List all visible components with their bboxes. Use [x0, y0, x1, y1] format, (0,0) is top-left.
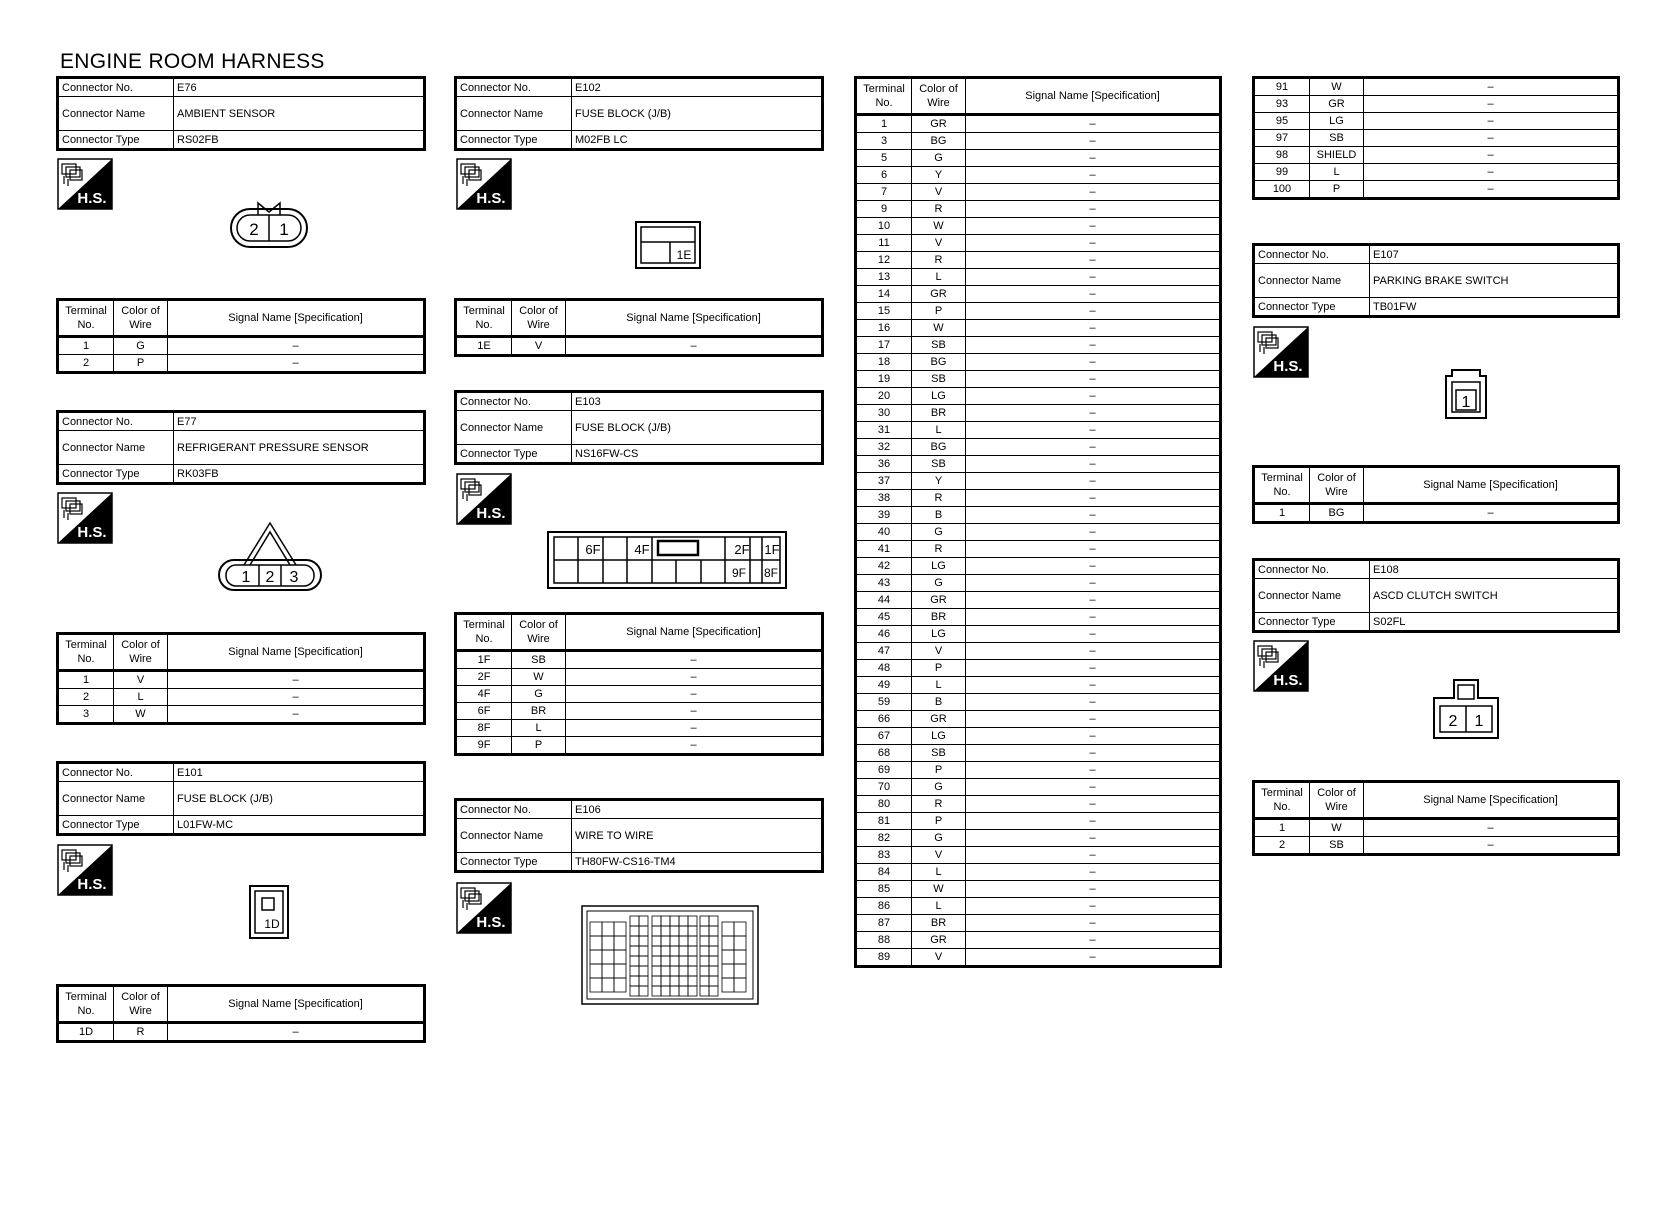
connector-no-value: E108: [1370, 560, 1619, 579]
table-row: 86 L –: [856, 898, 1221, 915]
table-row: 2F W –: [456, 669, 823, 686]
table-row: 1 BG –: [1254, 504, 1619, 523]
table-row: 10 W –: [856, 218, 1221, 235]
connector-type-label: Connector Type: [456, 131, 572, 150]
table-row: 48 P –: [856, 660, 1221, 677]
table-row: 47 V –: [856, 643, 1221, 660]
table-row: 1 G –: [58, 337, 425, 355]
terminal-no-header: Terminal No.: [1254, 782, 1310, 819]
connector-name-value: PARKING BRAKE SWITCH: [1370, 264, 1619, 298]
hs-badge-label: H.S.: [77, 876, 107, 893]
connector-no-label: Connector No.: [1254, 245, 1370, 264]
table-row: 3 BG –: [856, 133, 1221, 150]
table-row: 2 L –: [58, 689, 425, 706]
table-row: 15 P –: [856, 303, 1221, 320]
color-header: Color of Wire: [912, 78, 966, 115]
connector-info-e107: [1252, 243, 1620, 318]
terminal-no-header: Terminal No.: [58, 300, 114, 337]
table-row: 97 SB –: [1254, 130, 1619, 147]
table-row: 17 SB –: [856, 337, 1221, 354]
connector-no-value: E76: [174, 78, 425, 97]
color-header: Color of Wire: [114, 634, 168, 671]
table-row: 91 W –: [1254, 78, 1619, 96]
table-row: 95 LG –: [1254, 113, 1619, 130]
connector-type-value: TH80FW-CS16-TM4: [572, 853, 823, 872]
hs-badge: [456, 882, 512, 934]
terminal-table-e106-cont: [1252, 76, 1620, 200]
table-row: 1 V –: [58, 671, 425, 689]
connector-info-e106: [454, 798, 824, 873]
table-row: 70 G –: [856, 779, 1221, 796]
connector-no-label: Connector No.: [456, 78, 572, 97]
connector-type-label: Connector Type: [58, 465, 174, 484]
table-row: 49 L –: [856, 677, 1221, 694]
table-row: 31 L –: [856, 422, 1221, 439]
table-row: 6 Y –: [856, 167, 1221, 184]
signal-header: Signal Name [Specification]: [566, 300, 823, 337]
hs-badge-label: H.S.: [476, 505, 506, 522]
color-header: Color of Wire: [512, 300, 566, 337]
terminal-no-header: Terminal No.: [58, 986, 114, 1023]
table-row: 67 LG –: [856, 728, 1221, 745]
connector-no-value: E77: [174, 412, 425, 431]
table-row: 42 LG –: [856, 558, 1221, 575]
connector-type-value: S02FL: [1370, 613, 1619, 632]
table-row: 2 P –: [58, 355, 425, 373]
connector-diagram-e106: [580, 900, 760, 1010]
table-row: 81 P –: [856, 813, 1221, 830]
table-row: 13 L –: [856, 269, 1221, 286]
terminal-no-header: Terminal No.: [1254, 467, 1310, 504]
connector-name-value: FUSE BLOCK (J/B): [174, 782, 425, 816]
connector-no-label: Connector No.: [456, 800, 572, 819]
terminal-table-e106: [854, 76, 1222, 968]
page-title: ENGINE ROOM HARNESS: [60, 50, 325, 73]
table-row: 37 Y –: [856, 473, 1221, 490]
table-row: 1D R –: [58, 1023, 425, 1042]
connector-name-label: Connector Name: [58, 431, 174, 465]
hs-badge-label: H.S.: [77, 190, 107, 207]
table-row: 8F L –: [456, 720, 823, 737]
table-row: 87 BR –: [856, 915, 1221, 932]
connector-name-value: FUSE BLOCK (J/B): [572, 411, 823, 445]
connector-no-label: Connector No.: [58, 763, 174, 782]
connector-info-e77: [56, 410, 426, 485]
terminal-table-e76: [56, 298, 426, 374]
table-row: 84 L –: [856, 864, 1221, 881]
hs-badge: [57, 492, 113, 544]
connector-name-label: Connector Name: [456, 819, 572, 853]
connector-type-value: M02FB LC: [572, 131, 823, 150]
connector-name-label: Connector Name: [456, 411, 572, 445]
pin-label: 6F: [585, 542, 601, 557]
connector-name-label: Connector Name: [58, 782, 174, 816]
table-row: 85 W –: [856, 881, 1221, 898]
table-row: 98 SHIELD –: [1254, 147, 1619, 164]
connector-name-label: Connector Name: [1254, 264, 1370, 298]
connector-type-label: Connector Type: [1254, 298, 1370, 317]
connector-info-e108: [1252, 558, 1620, 633]
hs-badge: [57, 158, 113, 210]
table-row: 9 R –: [856, 201, 1221, 218]
connector-diagram-e77: [216, 520, 324, 592]
terminal-no-header: Terminal No.: [856, 78, 912, 115]
pin-label: 1D: [264, 917, 280, 931]
table-row: 82 G –: [856, 830, 1221, 847]
pin-label: 2F: [734, 542, 750, 557]
terminal-no-header: Terminal No.: [58, 634, 114, 671]
connector-name-value: REFRIGERANT PRESSURE SENSOR: [174, 431, 425, 465]
connector-info-e101: [56, 761, 426, 836]
table-row: 32 BG –: [856, 439, 1221, 456]
table-row: 99 L –: [1254, 164, 1619, 181]
table-row: 93 GR –: [1254, 96, 1619, 113]
table-row: 18 BG –: [856, 354, 1221, 371]
table-row: 89 V –: [856, 949, 1221, 967]
terminal-table-e103: [454, 612, 824, 756]
pin-label: 2: [249, 220, 259, 239]
pin-label: 3: [289, 569, 299, 586]
pin-label: 8F: [763, 566, 779, 580]
table-row: 44 GR –: [856, 592, 1221, 609]
table-row: 43 G –: [856, 575, 1221, 592]
hs-badge-label: H.S.: [1273, 358, 1303, 375]
table-row: 45 BR –: [856, 609, 1221, 626]
connector-name-value: WIRE TO WIRE: [572, 819, 823, 853]
connector-no-label: Connector No.: [58, 412, 174, 431]
connector-type-label: Connector Type: [58, 131, 174, 150]
table-row: 36 SB –: [856, 456, 1221, 473]
terminal-table-e102: [454, 298, 824, 357]
pin-label: 1: [1461, 394, 1471, 411]
signal-header: Signal Name [Specification]: [966, 78, 1221, 115]
color-header: Color of Wire: [1310, 782, 1364, 819]
connector-name-label: Connector Name: [1254, 579, 1370, 613]
pin-label: 2: [1448, 713, 1458, 730]
table-row: 40 G –: [856, 524, 1221, 541]
table-row: 38 R –: [856, 490, 1221, 507]
hs-badge-label: H.S.: [476, 190, 506, 207]
connector-type-value: RK03FB: [174, 465, 425, 484]
table-row: 39 B –: [856, 507, 1221, 524]
connector-type-value: NS16FW-CS: [572, 445, 823, 464]
table-row: 80 R –: [856, 796, 1221, 813]
connector-no-value: E101: [174, 763, 425, 782]
connector-info-e103: [454, 390, 824, 465]
connector-no-label: Connector No.: [456, 392, 572, 411]
pin-label: 9F: [731, 566, 747, 580]
terminal-table-e101: [56, 984, 426, 1043]
table-row: 16 W –: [856, 320, 1221, 337]
signal-header: Signal Name [Specification]: [1364, 782, 1619, 819]
table-row: 7 V –: [856, 184, 1221, 201]
table-row: 1 GR –: [856, 115, 1221, 133]
signal-header: Signal Name [Specification]: [168, 300, 425, 337]
pin-label: 1F: [764, 542, 780, 557]
connector-type-label: Connector Type: [456, 853, 572, 872]
table-row: 5 G –: [856, 150, 1221, 167]
connector-name-value: ASCD CLUTCH SWITCH: [1370, 579, 1619, 613]
color-header: Color of Wire: [114, 300, 168, 337]
table-row: 1F SB –: [456, 651, 823, 669]
table-row: 19 SB –: [856, 371, 1221, 388]
connector-diagram-e103: [546, 530, 788, 590]
hs-badge-label: H.S.: [1273, 672, 1303, 689]
signal-header: Signal Name [Specification]: [168, 986, 425, 1023]
signal-header: Signal Name [Specification]: [1364, 467, 1619, 504]
connector-name-label: Connector Name: [456, 97, 572, 131]
connector-diagram-e101: [248, 884, 290, 940]
color-header: Color of Wire: [1310, 467, 1364, 504]
connector-name-value: FUSE BLOCK (J/B): [572, 97, 823, 131]
connector-no-value: E103: [572, 392, 823, 411]
terminal-no-header: Terminal No.: [456, 614, 512, 651]
connector-type-label: Connector Type: [58, 816, 174, 835]
hs-badge: [456, 473, 512, 525]
table-row: 1E V –: [456, 337, 823, 356]
connector-type-value: L01FW-MC: [174, 816, 425, 835]
hs-badge: [57, 844, 113, 896]
table-row: 41 R –: [856, 541, 1221, 558]
connector-type-value: TB01FW: [1370, 298, 1619, 317]
connector-diagram-e76: [228, 200, 312, 254]
table-row: 20 LG –: [856, 388, 1221, 405]
connector-diagram-e107: [1444, 368, 1488, 420]
table-row: 100 P –: [1254, 181, 1619, 199]
pin-label: 1: [279, 220, 289, 239]
connector-diagram-e108: [1432, 678, 1500, 740]
signal-header: Signal Name [Specification]: [168, 634, 425, 671]
connector-no-label: Connector No.: [58, 78, 174, 97]
pin-label: 1: [241, 569, 251, 586]
pin-label: 1: [1474, 713, 1484, 730]
connector-no-value: E102: [572, 78, 823, 97]
table-row: 30 BR –: [856, 405, 1221, 422]
connector-type-value: RS02FB: [174, 131, 425, 150]
table-row: 69 P –: [856, 762, 1221, 779]
connector-no-value: E106: [572, 800, 823, 819]
table-row: 14 GR –: [856, 286, 1221, 303]
connector-no-value: E107: [1370, 245, 1619, 264]
pin-label: 2: [265, 569, 275, 586]
table-row: 12 R –: [856, 252, 1221, 269]
table-row: 11 V –: [856, 235, 1221, 252]
table-row: 83 V –: [856, 847, 1221, 864]
table-row: 68 SB –: [856, 745, 1221, 762]
connector-type-label: Connector Type: [456, 445, 572, 464]
terminal-table-e77: [56, 632, 426, 725]
color-header: Color of Wire: [512, 614, 566, 651]
hs-badge-label: H.S.: [476, 914, 506, 931]
table-row: 9F P –: [456, 737, 823, 755]
hs-badge: [1253, 326, 1309, 378]
table-row: 4F G –: [456, 686, 823, 703]
hs-badge-label: H.S.: [77, 524, 107, 541]
table-row: 6F BR –: [456, 703, 823, 720]
hs-badge: [1253, 640, 1309, 692]
connector-name-label: Connector Name: [58, 97, 174, 131]
hs-badge: [456, 158, 512, 210]
table-row: 88 GR –: [856, 932, 1221, 949]
connector-type-label: Connector Type: [1254, 613, 1370, 632]
pin-label: 4F: [634, 542, 650, 557]
terminal-no-header: Terminal No.: [456, 300, 512, 337]
pin-label: 1E: [676, 248, 692, 262]
signal-header: Signal Name [Specification]: [566, 614, 823, 651]
table-row: 1 W –: [1254, 819, 1619, 837]
table-row: 2 SB –: [1254, 837, 1619, 855]
terminal-table-e107: [1252, 465, 1620, 524]
table-row: 3 W –: [58, 706, 425, 724]
table-row: 59 B –: [856, 694, 1221, 711]
connector-no-label: Connector No.: [1254, 560, 1370, 579]
connector-info-e102: [454, 76, 824, 151]
connector-diagram-e102: [634, 220, 702, 270]
color-header: Color of Wire: [114, 986, 168, 1023]
table-row: 66 GR –: [856, 711, 1221, 728]
terminal-table-e108: [1252, 780, 1620, 856]
connector-info-e76: [56, 76, 426, 151]
table-row: 46 LG –: [856, 626, 1221, 643]
connector-name-value: AMBIENT SENSOR: [174, 97, 425, 131]
